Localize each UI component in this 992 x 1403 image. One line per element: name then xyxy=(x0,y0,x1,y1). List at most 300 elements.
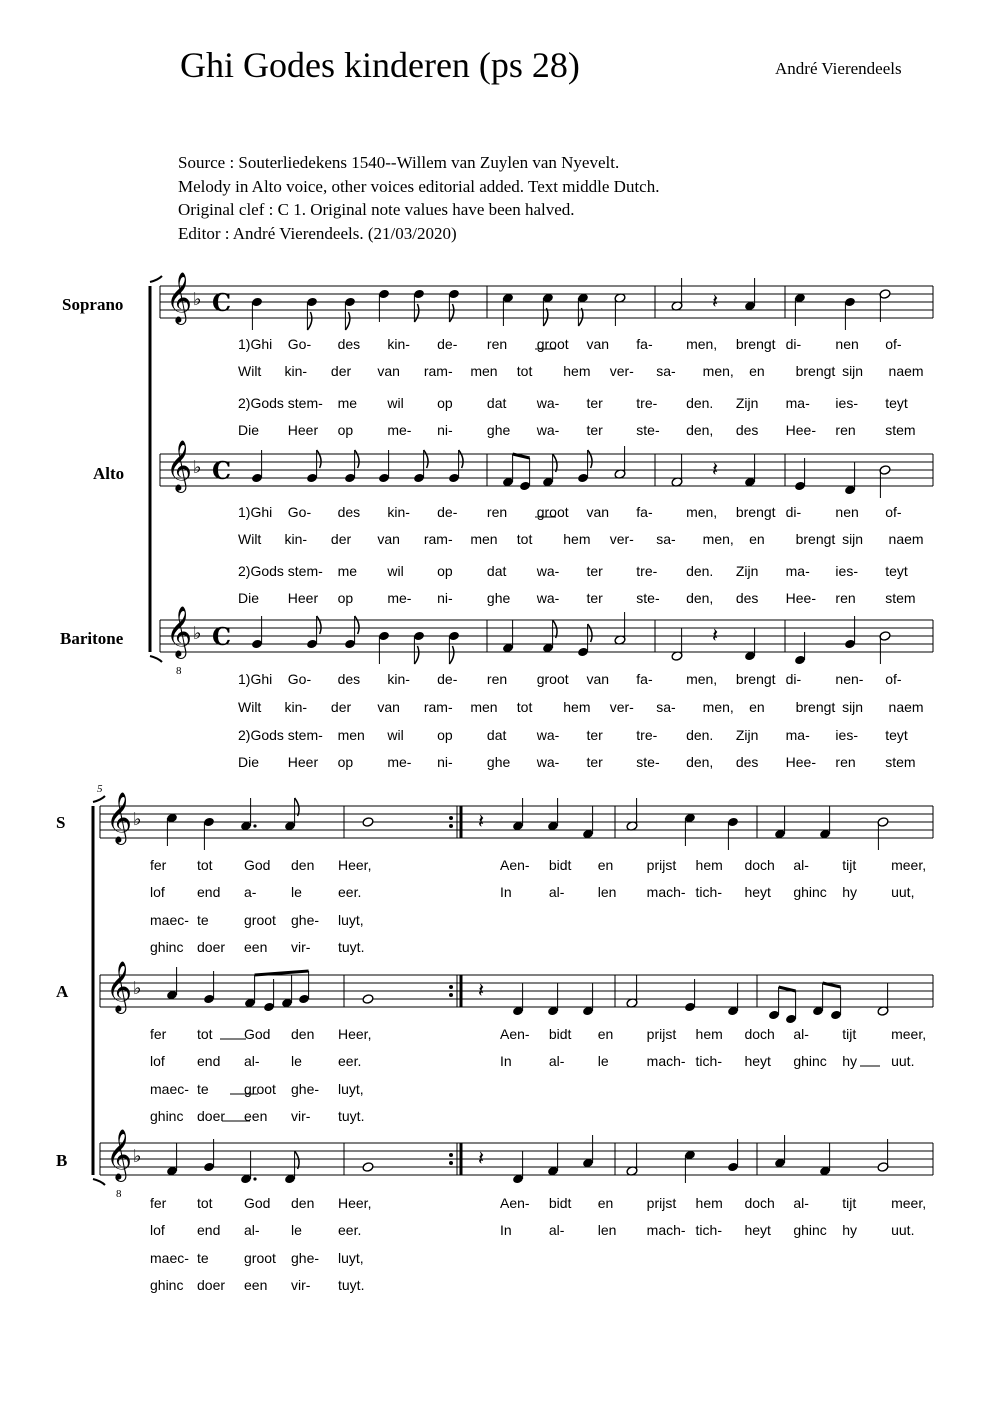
lyric-syllable: groot xyxy=(244,1250,276,1266)
lyric-syllable: ter xyxy=(586,422,603,438)
flag xyxy=(424,450,428,468)
note xyxy=(378,289,390,322)
lyric-syllable: brengt xyxy=(795,531,836,547)
lyric-syllable: wa- xyxy=(536,395,560,411)
repeat-dot xyxy=(449,1153,453,1157)
note xyxy=(203,1139,215,1172)
lyric-syllable: Hee- xyxy=(785,590,817,606)
note xyxy=(794,632,806,665)
lyric-syllable: op xyxy=(337,422,354,438)
lyric-syllable: tich- xyxy=(695,1053,723,1069)
flag xyxy=(355,450,359,468)
lyric-syllable: heyt xyxy=(744,1222,771,1238)
treble-clef-icon: 𝄞 xyxy=(166,440,193,491)
flag xyxy=(317,450,321,468)
lyric-syllable: Zijn xyxy=(735,563,759,579)
dot xyxy=(253,824,256,827)
lyric-syllable: des xyxy=(735,754,759,770)
lyric-syllable: tre- xyxy=(636,395,658,411)
bracket-cap xyxy=(150,276,162,282)
note xyxy=(512,1151,524,1184)
lyric-syllable: hem xyxy=(563,699,591,715)
lyric-syllable: eer. xyxy=(338,1222,362,1238)
note xyxy=(362,994,374,1005)
note xyxy=(240,1151,257,1184)
lyric-syllable: vir- xyxy=(291,1277,311,1293)
lyric-syllable: le xyxy=(291,1053,302,1069)
lyric-syllable: dat xyxy=(486,395,507,411)
lyric-syllable: me- xyxy=(387,590,412,606)
lyric-syllable: te xyxy=(197,1081,209,1097)
lyric-syllable: Heer xyxy=(287,590,319,606)
lyric-syllable: ter xyxy=(586,395,603,411)
note xyxy=(844,462,856,495)
beam xyxy=(513,454,530,458)
note xyxy=(512,798,524,831)
part-name-a: A xyxy=(56,982,69,1001)
lyric-syllable: ni- xyxy=(437,422,453,438)
lyric-syllable: des xyxy=(337,336,361,352)
lyric-syllable: ni- xyxy=(437,754,453,770)
lyric-syllable: den, xyxy=(686,590,714,606)
note xyxy=(240,798,257,831)
lyric-syllable: sijn xyxy=(842,699,864,715)
lyric-syllable: men, xyxy=(702,363,734,379)
lyric-syllable: vir- xyxy=(291,939,311,955)
repeat-dot xyxy=(449,1161,453,1165)
note xyxy=(684,979,696,1012)
bracket-cap xyxy=(150,656,162,662)
note xyxy=(626,1143,638,1176)
lyric-syllable: Wilt xyxy=(238,699,262,715)
lyric-syllable: uut, xyxy=(891,884,915,900)
lyric-syllable: ren xyxy=(486,504,508,520)
lyric-syllable: ste- xyxy=(636,590,660,606)
part-name-b: B xyxy=(56,1151,68,1170)
lyric-syllable: al- xyxy=(244,1053,260,1069)
lyric-syllable: men xyxy=(337,727,365,743)
lyric-syllable: ver- xyxy=(609,363,634,379)
note xyxy=(281,975,293,1008)
lyric-syllable: ver- xyxy=(609,531,634,547)
lyric-syllable: brengt xyxy=(735,336,776,352)
lyric-syllable: naem xyxy=(888,363,924,379)
lyric-syllable: sijn xyxy=(842,363,864,379)
part-name-alto: Alto xyxy=(93,464,125,483)
lyric-syllable: sijn xyxy=(842,531,864,547)
lyric-syllable: men, xyxy=(686,504,718,520)
lyric-syllable: dat xyxy=(486,727,507,743)
lyric-syllable: al- xyxy=(548,1222,565,1238)
lyric-syllable: tre- xyxy=(636,727,658,743)
lyric-syllable: en xyxy=(749,699,765,715)
lyric-syllable: te xyxy=(197,912,209,928)
flag xyxy=(588,624,592,642)
repeat-dot xyxy=(449,824,453,828)
lyric-syllable: ghe- xyxy=(291,1081,320,1097)
note xyxy=(448,289,460,322)
lyric-syllable: fa- xyxy=(636,504,653,520)
lyric-syllable: prijst xyxy=(646,1195,677,1211)
lyric-syllable: kin- xyxy=(284,363,308,379)
lyric-syllable: van xyxy=(377,531,400,547)
lyric-syllable: ghinc xyxy=(793,884,827,900)
lyric-syllable: maec- xyxy=(150,1081,189,1097)
lyric-syllable: groot xyxy=(536,671,569,687)
lyric-syllable: doch xyxy=(744,1026,775,1042)
lyric-syllable: nen xyxy=(835,336,859,352)
note xyxy=(614,293,626,326)
lyric-syllable: men, xyxy=(702,699,734,715)
lyric-syllable: prijst xyxy=(646,1026,677,1042)
note xyxy=(542,620,557,653)
lyric-syllable: luyt, xyxy=(338,1250,364,1266)
lyric-syllable: ter xyxy=(586,754,603,770)
flag xyxy=(459,450,463,468)
lyric-syllable: tich- xyxy=(695,1222,723,1238)
lyric-syllable: ies- xyxy=(835,727,858,743)
lyric-syllable: en xyxy=(597,857,614,873)
lyric-syllable: al- xyxy=(793,857,809,873)
source-line: Melody in Alto voice, other voices editorial added. Text middle Dutch. xyxy=(178,176,660,196)
lyric-syllable: wil xyxy=(387,727,404,743)
lyric-syllable: brengt xyxy=(735,671,776,687)
lyric-syllable: doer xyxy=(197,1277,226,1293)
lyric-syllable: heyt xyxy=(744,884,771,900)
lyric-syllable: me xyxy=(337,395,358,411)
note xyxy=(727,817,739,850)
lyric-syllable: ni- xyxy=(437,590,453,606)
treble-clef-icon: 𝄞 xyxy=(166,272,193,323)
lyric-syllable: op xyxy=(337,754,354,770)
lyric-syllable: brengt xyxy=(795,363,836,379)
note xyxy=(727,1139,739,1172)
note xyxy=(166,1143,178,1176)
lyric-syllable: der xyxy=(330,531,352,547)
repeat-dot xyxy=(449,993,453,997)
lyric-syllable: doer xyxy=(197,939,226,955)
lyric-syllable: van xyxy=(586,336,610,352)
lyric-syllable: Aen- xyxy=(500,1026,530,1042)
lyric-syllable: de- xyxy=(437,504,458,520)
lyric-syllable: prijst xyxy=(646,857,677,873)
beam xyxy=(823,983,841,987)
lyric-syllable: doer xyxy=(197,1108,226,1124)
lyric-syllable: luyt, xyxy=(338,912,364,928)
lyric-syllable: Go- xyxy=(287,671,312,687)
note xyxy=(744,278,756,311)
flag xyxy=(553,620,557,638)
note xyxy=(794,458,806,491)
repeat-dot xyxy=(449,816,453,820)
treble-clef-icon: 𝄞 xyxy=(106,1129,133,1180)
lyric-syllable: hem xyxy=(695,1195,723,1211)
lyric-syllable: hy xyxy=(842,1222,858,1238)
lyric-syllable: ghinc xyxy=(793,1222,827,1238)
lyric-syllable: me- xyxy=(387,754,412,770)
note xyxy=(879,289,891,322)
lyric-syllable: 2)Gods xyxy=(238,395,284,411)
lyric-syllable: men, xyxy=(702,531,734,547)
lyric-syllable: of- xyxy=(885,671,902,687)
lyric-syllable: doch xyxy=(744,857,775,873)
lyric-syllable: stem xyxy=(885,590,916,606)
note xyxy=(362,817,374,828)
note xyxy=(785,991,797,1024)
quarter-rest-icon: 𝄽 xyxy=(712,289,719,313)
note xyxy=(812,983,824,1016)
lyric-syllable: op xyxy=(437,395,453,411)
lyric-syllable: maec- xyxy=(150,912,189,928)
note xyxy=(251,297,263,330)
note xyxy=(877,1139,889,1172)
note xyxy=(582,1135,594,1168)
flag xyxy=(345,312,349,330)
lyric-syllable: tich- xyxy=(695,884,723,900)
lyric-syllable: kin- xyxy=(387,504,410,520)
lyric-syllable: a- xyxy=(244,884,257,900)
lyric-syllable: stem- xyxy=(287,563,323,579)
lyric-syllable: den xyxy=(291,1026,315,1042)
lyric-syllable: tijt xyxy=(842,857,857,873)
lyric-syllable: hy xyxy=(842,884,858,900)
note xyxy=(448,631,460,664)
note xyxy=(768,987,780,1020)
flag xyxy=(414,304,418,322)
lyric-syllable: al- xyxy=(793,1026,809,1042)
bracket-cap xyxy=(93,796,105,802)
lyric-syllable: end xyxy=(197,1053,221,1069)
lyric-syllable: men xyxy=(470,699,498,715)
lyric-syllable: Aen- xyxy=(500,857,530,873)
lyric-syllable: ghinc xyxy=(150,1108,184,1124)
bracket-cap xyxy=(93,1179,105,1185)
lyric-syllable: di- xyxy=(785,336,802,352)
note xyxy=(502,620,514,653)
lyric-syllable: tot xyxy=(516,531,533,547)
note xyxy=(263,979,275,1012)
note xyxy=(877,817,889,850)
lyric-syllable: de- xyxy=(437,336,458,352)
lyric-syllable: stem xyxy=(885,422,916,438)
lyric-syllable: God xyxy=(244,1195,271,1211)
lyric-syllable: Die xyxy=(238,590,260,606)
part-name-baritone: Baritone xyxy=(60,629,124,648)
lyric-syllable: le xyxy=(291,884,302,900)
lyric-syllable: ghinc xyxy=(150,1277,184,1293)
lyric-syllable: men, xyxy=(686,671,718,687)
notehead xyxy=(362,994,374,1005)
lyric-syllable: een xyxy=(244,1277,268,1293)
flat-icon: ♭ xyxy=(193,289,202,310)
note xyxy=(284,798,299,831)
note xyxy=(844,297,856,330)
lyric-syllable: wa- xyxy=(536,727,560,743)
lyric-syllable: le xyxy=(291,1222,302,1238)
treble-clef-icon: 𝄞 xyxy=(106,792,133,843)
lyric-syllable: 1)Ghi xyxy=(238,671,273,687)
lyric-syllable: hem xyxy=(563,531,591,547)
flat-icon: ♭ xyxy=(193,623,202,644)
lyric-syllable: ren xyxy=(835,422,856,438)
lyric-syllable: tot xyxy=(197,1026,213,1042)
note xyxy=(626,975,638,1008)
lyric-syllable: de- xyxy=(437,671,458,687)
lyric-syllable: wa- xyxy=(536,754,560,770)
lyric-syllable: ter xyxy=(586,563,603,579)
lyric-syllable: le xyxy=(597,1053,609,1069)
quarter-rest-icon: 𝄽 xyxy=(712,623,719,647)
lyric-syllable: den. xyxy=(686,727,714,743)
note xyxy=(512,983,524,1016)
lyric-syllable: 1)Ghi xyxy=(238,504,273,520)
note xyxy=(251,450,263,483)
lyric-syllable: op xyxy=(437,563,453,579)
part-name-soprano: Soprano xyxy=(62,295,124,314)
note xyxy=(830,987,842,1020)
lyric-syllable: des xyxy=(735,422,759,438)
note xyxy=(671,628,683,661)
note xyxy=(877,983,889,1016)
part-name-s: S xyxy=(56,813,66,832)
note xyxy=(671,454,683,487)
lyric-syllable: God xyxy=(244,857,271,873)
lyric-syllable: kin- xyxy=(284,531,308,547)
source-line: Source : Souterliedekens 1540--Willem van Zuylen van Nyevelt. xyxy=(178,153,620,172)
flag xyxy=(355,616,359,634)
lyric-syllable: dat xyxy=(486,563,507,579)
lyric-syllable: te xyxy=(197,1250,209,1266)
octave-marker: 8 xyxy=(116,1188,122,1200)
common-time-icon: C xyxy=(212,456,232,485)
lyric-syllable: Heer, xyxy=(338,1026,372,1042)
lyric-syllable: doch xyxy=(744,1195,775,1211)
lyric-syllable: wil xyxy=(387,563,404,579)
note xyxy=(582,806,594,839)
note xyxy=(519,458,531,491)
lyric-syllable: hem xyxy=(695,1026,723,1042)
lyric-syllable: brengt xyxy=(795,699,836,715)
lyric-syllable: ghe- xyxy=(291,1250,320,1266)
lyric-syllable: 2)Gods xyxy=(238,563,284,579)
note xyxy=(413,289,425,322)
beam xyxy=(779,987,796,991)
lyric-syllable: Go- xyxy=(287,504,312,520)
lyric-syllable: sa- xyxy=(656,699,676,715)
lyric-syllable: op xyxy=(337,590,354,606)
lyric-syllable: me xyxy=(337,563,358,579)
lyric-syllable: en xyxy=(597,1195,614,1211)
lyric-syllable: Aen- xyxy=(500,1195,530,1211)
lyric-syllable: nen- xyxy=(835,671,864,687)
lyric-syllable: den xyxy=(291,857,315,873)
flag xyxy=(449,646,453,664)
flag xyxy=(588,450,592,468)
lyric-syllable: stem- xyxy=(287,727,323,743)
lyric-syllable: ghinc xyxy=(150,939,184,955)
note xyxy=(684,813,696,846)
note xyxy=(251,616,263,649)
note xyxy=(774,1135,786,1168)
lyric-syllable: stem xyxy=(885,754,916,770)
note xyxy=(819,806,831,839)
lyric-syllable: of- xyxy=(885,336,902,352)
beam xyxy=(255,971,309,975)
lyric-syllable: sa- xyxy=(656,531,676,547)
repeat-dot xyxy=(449,985,453,989)
lyric-syllable: Wilt xyxy=(238,363,262,379)
lyric-syllable: In xyxy=(500,1053,512,1069)
source-line: Editor : André Vierendeels. (21/03/2020) xyxy=(178,223,457,243)
lyric-syllable: ver- xyxy=(609,699,634,715)
lyric-syllable: wa- xyxy=(536,590,560,606)
lyric-syllable: uut. xyxy=(891,1222,915,1238)
lyric-syllable: lof xyxy=(150,1222,165,1238)
note xyxy=(582,983,594,1016)
lyric-syllable: ren xyxy=(835,754,856,770)
lyric-syllable: mach- xyxy=(646,884,686,900)
lyric-syllable: ma- xyxy=(785,563,810,579)
lyric-syllable: van xyxy=(377,699,400,715)
lyric-syllable: des xyxy=(337,671,361,687)
lyric-syllable: Hee- xyxy=(785,754,817,770)
note xyxy=(744,454,756,487)
note xyxy=(362,1162,374,1173)
note xyxy=(879,631,891,664)
lyric-syllable: In xyxy=(500,884,512,900)
lyric-syllable: brengt xyxy=(735,504,776,520)
note xyxy=(203,817,215,850)
lyric-syllable: hem xyxy=(563,363,591,379)
note xyxy=(626,798,638,831)
lyric-syllable: God xyxy=(244,1026,271,1042)
lyric-syllable: van xyxy=(586,504,610,520)
common-time-icon: C xyxy=(212,622,232,651)
notehead xyxy=(362,1162,374,1173)
lyric-syllable: In xyxy=(500,1222,512,1238)
lyric-syllable: end xyxy=(197,884,221,900)
note xyxy=(378,450,390,483)
note xyxy=(614,612,626,645)
lyric-syllable: ste- xyxy=(636,422,660,438)
lyric-syllable: eer. xyxy=(338,1053,362,1069)
lyric-syllable: fa- xyxy=(636,336,653,352)
lyric-syllable: ghe xyxy=(486,422,511,438)
lyric-syllable: tot xyxy=(197,857,213,873)
flag xyxy=(543,308,547,326)
lyric-syllable: ram- xyxy=(423,531,453,547)
flat-icon: ♭ xyxy=(133,978,142,999)
note xyxy=(844,616,856,649)
flag xyxy=(295,1151,299,1169)
lyric-syllable: bidt xyxy=(548,1026,572,1042)
lyric-syllable: mach- xyxy=(646,1222,686,1238)
lyric-syllable: kin- xyxy=(387,336,410,352)
lyric-syllable: ma- xyxy=(785,727,810,743)
note xyxy=(614,446,626,479)
note xyxy=(879,465,891,498)
lyric-syllable: naem xyxy=(888,531,924,547)
lyric-syllable: den, xyxy=(686,754,714,770)
lyric-syllable: teyt xyxy=(885,563,908,579)
lyric-syllable: vir- xyxy=(291,1108,311,1124)
lyric-syllable: naem xyxy=(888,699,924,715)
lyric-syllable: meer, xyxy=(891,1026,927,1042)
lyric-syllable: eer. xyxy=(338,884,362,900)
lyric-syllable: groot xyxy=(244,912,276,928)
lyric-syllable: tot xyxy=(516,363,533,379)
note xyxy=(166,967,178,1000)
